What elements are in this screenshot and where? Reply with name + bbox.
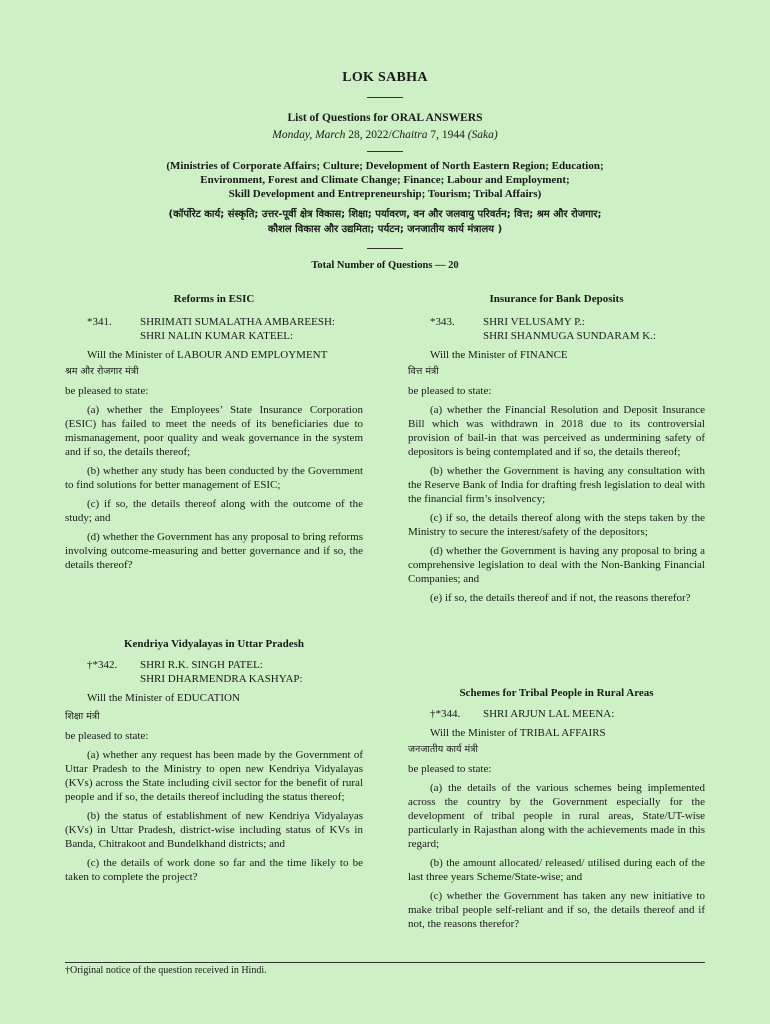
question-part-b: (b) whether the Government is having any consultation with the Reserve Bank of India for drafting fresh legislation to deal with the financial firm’s insolvency; bbox=[408, 465, 705, 505]
ministries-rule bbox=[367, 248, 403, 249]
question-343 bbox=[408, 292, 705, 605]
question-341 bbox=[65, 292, 363, 572]
member-name: SHRIMATI SUMALATHA AMBAREESH: bbox=[140, 316, 335, 328]
question-members bbox=[408, 315, 705, 343]
member-name: SHRI DHARMENDRA KASHYAP: bbox=[140, 673, 303, 685]
question-342 bbox=[65, 637, 363, 884]
pleased-line: be pleased to state: bbox=[408, 763, 492, 775]
minister-hindi: वित्त मंत्री bbox=[408, 366, 439, 377]
question-number: †*342. bbox=[87, 659, 118, 671]
minister-line: Will the Minister of LABOUR AND EMPLOYMENT bbox=[87, 349, 328, 361]
question-number: *343. bbox=[430, 316, 455, 328]
date-saka-year: 7, 1944 bbox=[430, 129, 465, 141]
minister-line: Will the Minister of EDUCATION bbox=[87, 692, 240, 704]
pleased-line: be pleased to state: bbox=[65, 385, 149, 397]
question-part-d: (d) whether the Government is having any proposal to bring a comprehensive legislation to deal with the Non-Banking Financial Companies; and bbox=[408, 545, 705, 585]
ministries-hindi-line-1: (कॉर्पोरेट कार्य; संस्कृति; उत्तर-पूर्वी क्षेत्र विकास; शिक्षा; पर्यावरण, वन और जलवायु परिवर्तन; वित्त; श्रम और रोजगार; bbox=[168, 209, 602, 220]
footnote-rule bbox=[65, 962, 705, 963]
question-344 bbox=[408, 686, 705, 931]
question-heading: Reforms in ESIC bbox=[173, 293, 255, 305]
member-names bbox=[483, 707, 705, 721]
member-name: SHRI VELUSAMY P.: bbox=[483, 316, 585, 328]
ministries-list bbox=[0, 159, 770, 201]
member-name: SHRI SHANMUGA SUNDARAM K.: bbox=[483, 330, 656, 342]
date-rule bbox=[367, 151, 403, 152]
member-names bbox=[140, 658, 363, 686]
question-number: †*344. bbox=[430, 708, 461, 720]
question-part-a: (a) the details of the various schemes being implemented across the country by the Government especially for the development of tribal people in rural areas, State/UT-wise particularly in Rajasthan along with the achievements made in this regard; bbox=[408, 782, 705, 850]
pleased-line: be pleased to state: bbox=[408, 385, 492, 397]
question-part-a: (a) whether any request has been made by the Government of Uttar Pradesh to the Ministry to open new Kendriya Vidyalayas (KVs) across the State including civil sector for the benefit of rural people and if so, the details thereof including the status thereof; bbox=[65, 749, 363, 803]
member-name: SHRI ARJUN LAL MEENA: bbox=[483, 708, 615, 720]
pleased-line: be pleased to state: bbox=[65, 730, 149, 742]
session-date bbox=[0, 129, 770, 141]
minister-hindi: श्रम और रोजगार मंत्री bbox=[65, 366, 139, 377]
list-subtitle: List of Questions for ORAL ANSWERS bbox=[287, 112, 483, 124]
question-part-b: (b) whether any study has been conducted by the Government to find solutions for better management of ESIC; bbox=[65, 465, 363, 491]
question-part-a: (a) whether the Financial Resolution and Deposit Insurance Bill which was withdrawn in 2018 due to its controversial provision of bail-in that was perceived as undermining safety of depositors is being contemplated and if so, the details thereof; bbox=[408, 404, 705, 458]
member-name: SHRI NALIN KUMAR KATEEL: bbox=[140, 330, 294, 342]
date-day-year: 28, 2022/ bbox=[348, 129, 392, 141]
minister-hindi: शिक्षा मंत्री bbox=[65, 711, 100, 722]
question-members bbox=[65, 315, 363, 343]
ministries-hindi bbox=[0, 207, 770, 237]
question-heading: Insurance for Bank Deposits bbox=[489, 293, 624, 305]
member-names bbox=[483, 315, 705, 343]
ministries-line-3: Skill Development and Entrepreneurship; Tourism; Tribal Affairs) bbox=[228, 188, 542, 200]
minister-line: Will the Minister of FINANCE bbox=[430, 349, 568, 361]
question-members bbox=[408, 707, 705, 721]
question-part-c: (c) the details of work done so far and the time likely to be taken to complete the project? bbox=[65, 857, 363, 883]
question-heading: Kendriya Vidyalayas in Uttar Pradesh bbox=[123, 638, 305, 650]
question-heading: Schemes for Tribal People in Rural Areas bbox=[459, 687, 654, 699]
minister-line: Will the Minister of TRIBAL AFFAIRS bbox=[430, 727, 606, 739]
question-part-c: (c) whether the Government has taken any new initiative to make tribal people self-reliant and if so, the details thereof and if not, the reasons therefor? bbox=[408, 890, 705, 930]
footnote: †Original notice of the question received in Hindi. bbox=[65, 965, 267, 976]
question-part-c: (c) if so, the details thereof along with the steps taken by the Ministry to secure the interest/safety of the depositors; bbox=[408, 512, 705, 538]
date-weekday: Monday, March bbox=[272, 129, 346, 141]
question-part-a: (a) whether the Employees’ State Insurance Corporation (ESIC) has failed to meet the needs of its beneficiaries due to mismanagement, poor quality and weak governance in the system and if so, the details thereof; bbox=[65, 404, 363, 458]
question-part-b: (b) the status of establishment of new Kendriya Vidyalayas (KVs) in Uttar Pradesh, district-wise including status of KVs in Banda, Chitrakoot and Bundelkhand districts; and bbox=[65, 810, 363, 850]
title-rule bbox=[367, 97, 403, 98]
date-saka: (Saka) bbox=[467, 129, 498, 141]
member-names bbox=[140, 315, 363, 343]
ministries-hindi-line-2: कौशल विकास और उद्यमिता; पर्यटन; जनजातीय कार्य मंत्रालय ) bbox=[267, 224, 503, 235]
question-part-d: (d) whether the Government has any proposal to bring reforms involving outcome-measuring and better governance and if so, the details thereof? bbox=[65, 531, 363, 571]
minister-hindi: जनजातीय कार्य मंत्री bbox=[408, 744, 478, 755]
total-questions: Total Number of Questions — 20 bbox=[311, 260, 459, 271]
date-chaitra: Chaitra bbox=[391, 129, 428, 141]
ministries-line-1: (Ministries of Corporate Affairs; Culture; Development of North Eastern Region; Education; bbox=[166, 160, 604, 172]
question-part-c: (c) if so, the details thereof along with the outcome of the study; and bbox=[65, 498, 363, 524]
question-members bbox=[65, 658, 363, 686]
question-part-b: (b) the amount allocated/ released/ utilised during each of the last three years Scheme/State-wise; and bbox=[408, 857, 705, 883]
member-name: SHRI R.K. SINGH PATEL: bbox=[140, 659, 263, 671]
ministries-line-2: Environment, Forest and Climate Change; Finance; Labour and Employment; bbox=[200, 174, 570, 186]
question-part-e: (e) if so, the details thereof and if not, the reasons therefor? bbox=[430, 592, 691, 604]
question-number: *341. bbox=[87, 316, 112, 328]
page-title: LOK SABHA bbox=[342, 70, 428, 85]
